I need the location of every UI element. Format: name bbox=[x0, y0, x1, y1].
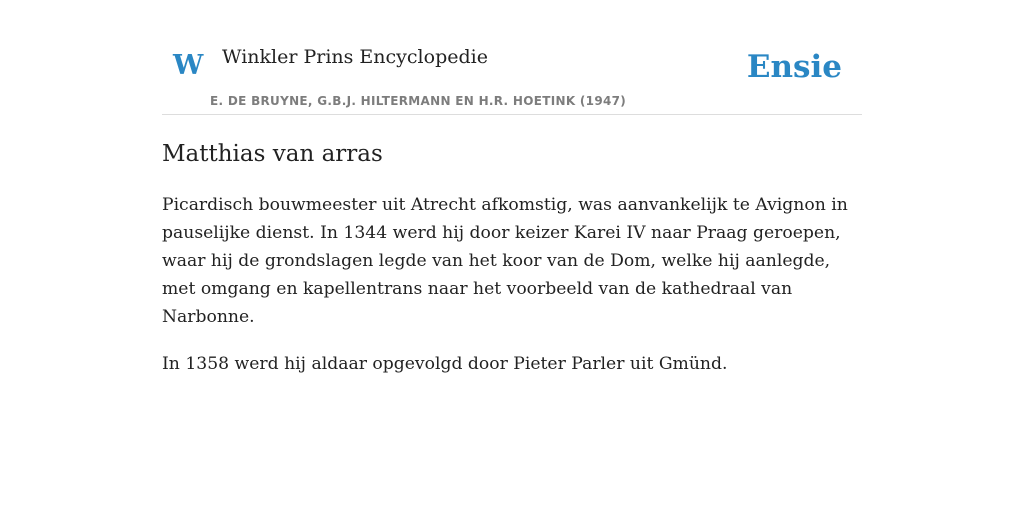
header bbox=[162, 0, 862, 115]
article-paragraph: In 1358 werd hij aldaar opgevolgd door Pieter Parler uit Gmünd. bbox=[162, 353, 728, 374]
article-title: Matthias van arras bbox=[162, 141, 383, 167]
article-paragraph: Picardisch bouwmeester uit Atrecht afkomstig, was aanvankelijk te Avignon in pauselijke dienst. In 1344 werd hij door keizer Karei IV naar Praag geroepen, waar hij de grondslagen legde van het koor van de Dom, welke hij aanlegde, met omgang en kapellentrans naar het voorbeeld van de kathedraal van Narbonne. bbox=[162, 194, 848, 327]
encyclopedia-title[interactable]: Winkler Prins Encyclopedie bbox=[222, 46, 488, 68]
encyclopedia-logo[interactable]: W bbox=[173, 50, 204, 81]
page bbox=[162, 0, 862, 378]
encyclopedia-authors: E. DE BRUYNE, G.B.J. HILTERMANN EN H.R. HOETINK (1947) bbox=[210, 94, 627, 108]
ensie-logo[interactable]: Ensie bbox=[746, 49, 842, 85]
